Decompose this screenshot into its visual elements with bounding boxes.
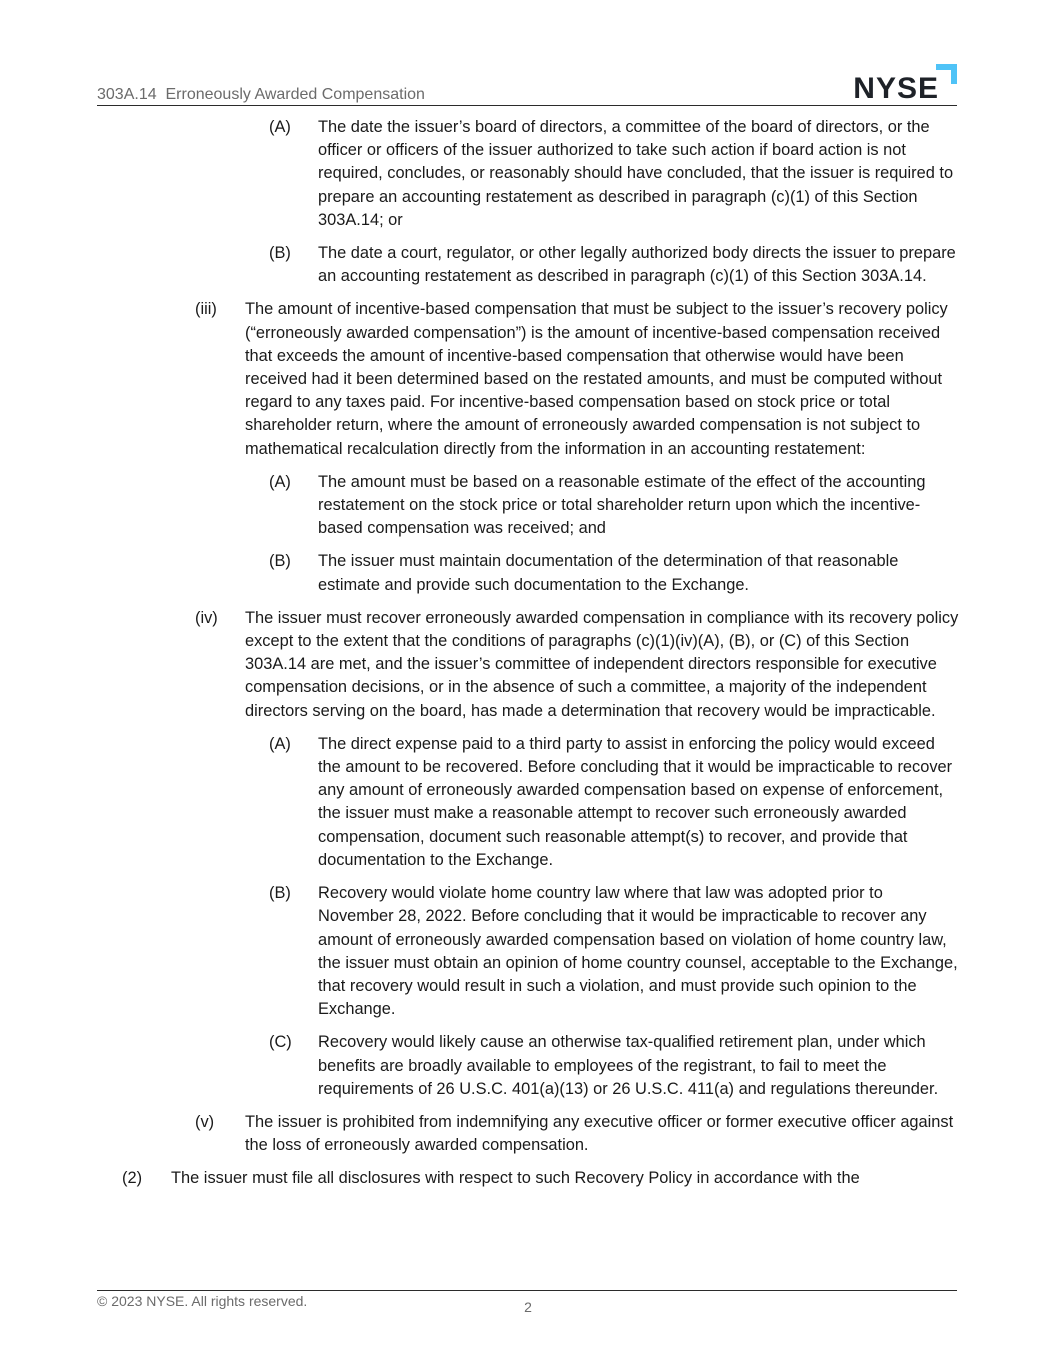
clause-item xyxy=(0,607,1055,723)
clause-text: The date the issuer’s board of directors, a committee of the board of directors, or the officer or officers of the issuer authorized to take such action if board action is not required, concludes, or reasonably should have concluded, that the issuer is required to prepare an accounting restatement as described in paragraph (c)(1) of this Section 303A.14; or xyxy=(318,118,954,229)
clause-marker: (A) xyxy=(269,472,291,491)
clause-text: Recovery would likely cause an otherwise tax-qualified retirement plan, under which benefits are broadly available to employees of the registrant, to fail to meet the requirements of 26 U.S.C. 401(a)(13) or 26 U.S.C. 411(a) and regulations thereunder. xyxy=(318,1033,939,1098)
clause-item xyxy=(0,116,1055,232)
clause-item xyxy=(0,242,1055,288)
clause-marker: (A) xyxy=(269,734,291,753)
clause-item xyxy=(0,882,1055,1021)
clause-text: The issuer must file all disclosures with respect to such Recovery Policy in accordance with the xyxy=(171,1169,860,1188)
clause-marker: (v) xyxy=(195,1112,215,1131)
clause-marker: (2) xyxy=(122,1169,143,1188)
logo-corner-accent-icon xyxy=(936,64,957,84)
clause-marker: (B) xyxy=(269,244,291,263)
footer-divider xyxy=(97,1290,957,1291)
clause-text: The amount of incentive-based compensation that must be subject to the issuer’s recovery policy (“erroneously awarded compensation”) is the amount of incentive-based compensation received that exceeds the amount of incentive-based compensation that otherwise would have been received had it been determined based on the restated amounts, and must be computed without regard to any taxes paid. For incentive-based compensation based on stock price or total shareholder return, where the amount of erroneously awarded compensation is not subject to mathematical recalculation directly from the information in an accounting restatement: xyxy=(245,300,948,458)
clause-text: The issuer must recover erroneously awarded compensation in compliance with its recovery policy except to the extent that the conditions of paragraphs (c)(1)(iv)(A), (B), or (C) of this Section 303A.14 are met, and the issuer’s committee of independent directors responsible for executive compensation decisions, or in the absence of such a committee, a majority of the independent directors serving on the board, has made a determination that recovery would be impracticable. xyxy=(245,608,959,720)
clause-item xyxy=(0,1031,1055,1101)
clause-text: The issuer is prohibited from indemnifying any executive officer or former executive officer against the loss of erroneously awarded compensation. xyxy=(245,1112,954,1155)
clause-text: The direct expense paid to a third party to assist in enforcing the policy would exceed the amount to be recovered. Before concluding that it would be impracticable to recover any amount of erroneously awarded compensation based on expense of enforcement, the issuer must make a reasonable attempt to recover such erroneously awarded compensation, document such reasonable attempt(s) to recover, and provide that documentation to the Exchange. xyxy=(318,734,953,869)
document-body xyxy=(0,116,1055,1201)
page-number: 2 xyxy=(524,1299,532,1315)
clause-item xyxy=(0,1111,1055,1157)
logo-wordmark: NYSE xyxy=(853,72,939,105)
nyse-logo xyxy=(851,60,957,104)
section-title: 303A.14 Erroneously Awarded Compensation xyxy=(97,86,425,103)
clause-marker: (iii) xyxy=(195,300,217,319)
clause-text: The issuer must maintain documentation of the determination of that reasonable estimate and provide such documentation to the Exchange. xyxy=(318,552,899,594)
clause-marker: (B) xyxy=(269,884,291,903)
clause-text: The date a court, regulator, or other legally authorized body directs the issuer to prepare an accounting restatement as described in paragraph (c)(1) of this Section 303A.14. xyxy=(318,244,956,286)
clause-marker: (B) xyxy=(269,552,291,571)
clause-text: The amount must be based on a reasonable estimate of the effect of the accounting restatement on the stock price or total shareholder return upon which the incentive-based compensation was received; and xyxy=(318,472,926,538)
copyright-notice: © 2023 NYSE. All rights reserved. xyxy=(97,1293,308,1309)
clause-marker: (iv) xyxy=(195,608,218,627)
clause-marker: (C) xyxy=(269,1033,292,1052)
page-header xyxy=(97,58,957,106)
clause-item xyxy=(0,733,1055,872)
clause-marker: (A) xyxy=(269,118,291,136)
clause-item xyxy=(0,550,1055,596)
clause-item xyxy=(0,471,1055,541)
clause-item xyxy=(0,298,1055,460)
clause-item xyxy=(0,1167,1055,1190)
clause-text: Recovery would violate home country law where that law was adopted prior to November 28, 2022. Before concluding that it would be impracticable to recover any amount of erroneously awarded compensation based on violation of home country law, the issuer must obtain an opinion of home country counsel, acceptable to the Exchange, that recovery would result in such a violation, and must provide such opinion to the Exchange. xyxy=(318,884,958,1019)
